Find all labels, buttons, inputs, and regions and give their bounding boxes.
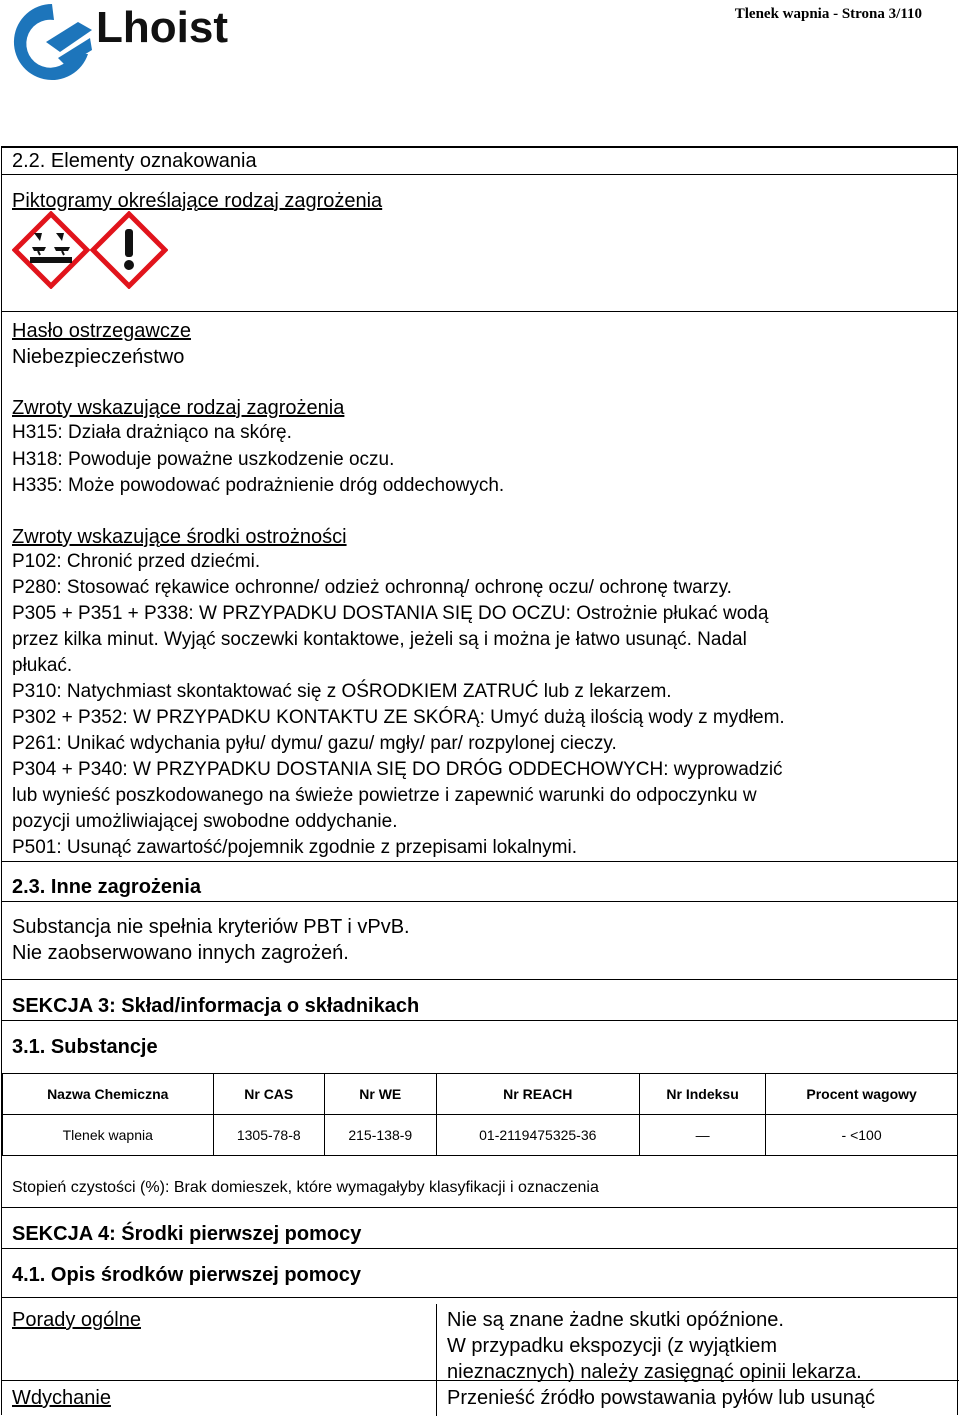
precaution-statement: P304 + P340: W PRZYPADKU DOSTANIA SIĘ DO DRÓG ODDECHOWYCH: wyprowadzić <box>12 759 783 780</box>
precaution-statement: P280: Stosować rękawice ochronne/ odzież ochronną/ ochronę oczu/ ochronę twarzy. <box>12 577 732 598</box>
hazard-statements-label: Zwroty wskazujące rodzaj zagrożenia <box>12 397 345 419</box>
table-header-cell: Nr CAS <box>213 1074 325 1115</box>
signal-word: Niebezpieczeństwo <box>12 346 185 368</box>
precaution-statement: P305 + P351 + P338: W PRZYPADKU DOSTANIA SIĘ DO OCZU: Ostrożnie płukać wodą <box>12 603 769 624</box>
table-header-cell: Nazwa Chemiczna <box>3 1074 214 1115</box>
section-2-2-title: 2.2. Elementy oznakowania <box>12 150 257 172</box>
logo-text: Lhoist <box>96 3 228 52</box>
section-2-3-title: 2.3. Inne zagrożenia <box>12 876 201 898</box>
hazard-statement: H318: Powoduje poważne uszkodzenie oczu. <box>12 449 395 470</box>
table-header-cell: Nr REACH <box>436 1074 639 1115</box>
first-aid-text: nieznacznych) należy zasięgnąć opinii lekarza. <box>447 1361 862 1383</box>
section-4-title: SEKCJA 4: Środki pierwszej pomocy <box>12 1223 362 1245</box>
precaution-statement: P302 + P352: W PRZYPADKU KONTAKTU ZE SKÓRĄ: Umyć dużą ilością wody z mydłem. <box>12 707 785 728</box>
composition-table <box>2 1073 958 1156</box>
table-cell: 1305-78-8 <box>213 1115 325 1156</box>
divider <box>2 901 957 902</box>
precaution-statement: P501: Usunąć zawartość/pojemnik zgodnie z przepisami lokalnymi. <box>12 837 577 858</box>
divider <box>2 1248 957 1249</box>
page-header <box>0 0 960 146</box>
divider <box>2 979 957 980</box>
table-header-cell: Nr WE <box>325 1074 437 1115</box>
precaution-statement: P261: Unikać wdychania pyłu/ dymu/ gazu/ mgły/ par/ rozpylonej cieczy. <box>12 733 617 754</box>
other-hazards-line: Substancja nie spełnia kryteriów PBT i vPvB. <box>12 916 410 938</box>
first-aid-text: Nie są znane żadne skutki opóźnione. <box>447 1309 784 1331</box>
precaution-statement: lub wynieść poszkodowanego na świeże powietrze i zapewnić warunki do odpoczynku w <box>12 785 757 806</box>
column-divider <box>436 1304 437 1416</box>
precaution-statement: przez kilka minut. Wyjąć soczewki kontaktowe, jeżeli są i można je łatwo usunąć. Nadal <box>12 629 747 650</box>
first-aid-label-inhalation: Wdychanie <box>12 1387 111 1409</box>
hazard-statement: H335: Może powodować podrażnienie dróg oddechowych. <box>12 475 505 496</box>
table-row <box>3 1115 958 1156</box>
precaution-statement: P310: Natychmiast skontaktować się z OŚRODKIEM ZATRUĆ lub z lekarzem. <box>12 681 672 702</box>
exclamation-icon <box>90 211 168 289</box>
divider <box>2 311 957 312</box>
table-header-row <box>3 1074 958 1115</box>
divider <box>2 1207 957 1208</box>
page-reference: Tlenek wapnia - Strona 3/110 <box>734 6 922 22</box>
purity-note: Stopień czystości (%): Brak domieszek, które wymagałyby klasyfikacji i oznaczenia <box>12 1179 599 1196</box>
first-aid-table <box>2 1304 959 1416</box>
divider <box>2 1020 957 1021</box>
first-aid-text: Przenieść źródło powstawania pyłów lub usunąć <box>447 1387 876 1409</box>
table-cell: 215-138-9 <box>325 1115 437 1156</box>
section-4-1-title: 4.1. Opis środków pierwszej pomocy <box>12 1264 361 1286</box>
lhoist-logo <box>10 2 245 94</box>
corrosion-icon <box>12 211 90 289</box>
precaution-statement: pozycji umożliwiającej swobodne oddychanie. <box>12 811 398 832</box>
pictograms-label: Piktogramy określające rodzaj zagrożenia <box>12 190 383 212</box>
first-aid-label-general: Porady ogólne <box>12 1309 141 1331</box>
table-header-cell: Procent wagowy <box>766 1074 958 1115</box>
precaution-statement: P102: Chronić przed dziećmi. <box>12 551 261 572</box>
signal-word-label: Hasło ostrzegawcze <box>12 320 191 342</box>
document-frame <box>1 146 958 1415</box>
table-cell: 01-2119475325-36 <box>436 1115 639 1156</box>
other-hazards-line: Nie zaobserwowano innych zagrożeń. <box>12 942 349 964</box>
table-cell: - <100 <box>766 1115 958 1156</box>
section-3-1-title: 3.1. Substancje <box>12 1036 158 1058</box>
first-aid-text: W przypadku ekspozycji (z wyjątkiem <box>447 1335 778 1357</box>
divider <box>2 1297 957 1298</box>
divider <box>2 174 957 175</box>
row-divider <box>2 1380 436 1381</box>
hazard-statement: H315: Działa drażniąco na skórę. <box>12 422 292 443</box>
table-cell: Tlenek wapnia <box>3 1115 214 1156</box>
table-cell: — <box>640 1115 766 1156</box>
precaution-statement: płukać. <box>12 655 73 676</box>
section-3-title: SEKCJA 3: Skład/informacja o składnikach <box>12 995 420 1017</box>
divider <box>2 861 957 862</box>
table-header-cell: Nr Indeksu <box>640 1074 766 1115</box>
precaution-statements-label: Zwroty wskazujące środki ostrożności <box>12 526 347 548</box>
